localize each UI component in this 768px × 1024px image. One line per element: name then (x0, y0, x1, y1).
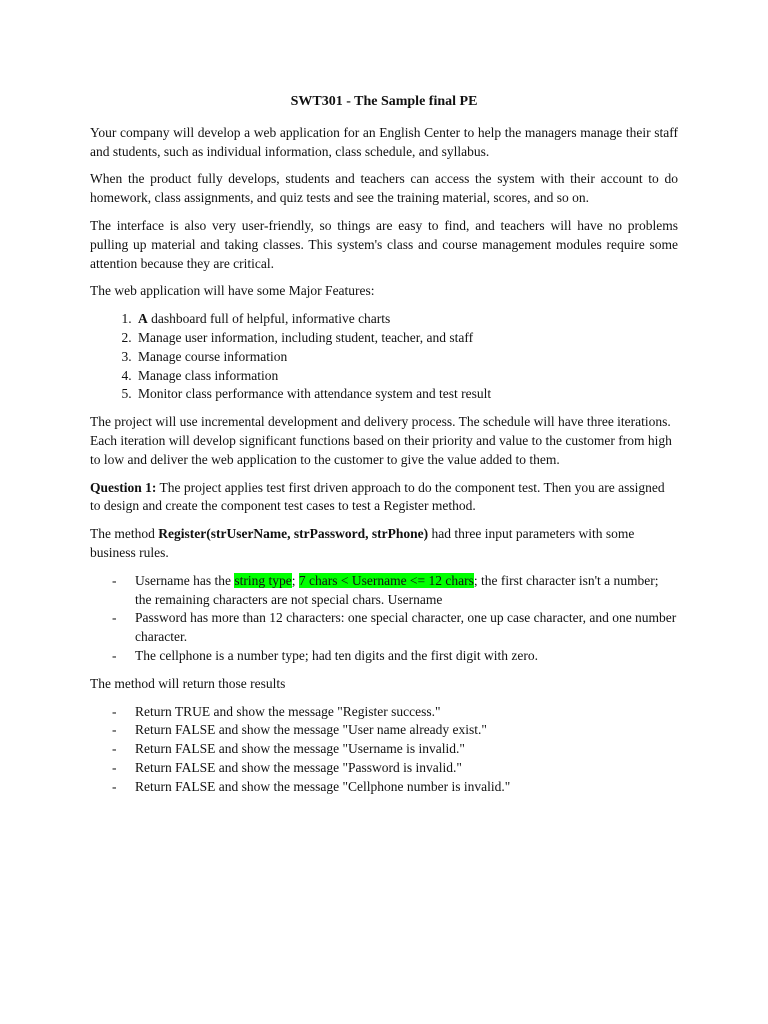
feature-text: dashboard full of helpful, informative charts (147, 311, 391, 327)
dash-bullet: - (112, 647, 117, 663)
document-body (90, 93, 678, 806)
dash-bullet: - (112, 722, 117, 738)
method-paragraph (90, 525, 678, 563)
result-item (90, 740, 678, 759)
document-title: SWT301 - The Sample final PE (290, 94, 478, 109)
features-list (90, 310, 678, 404)
rule-item-password (90, 609, 678, 647)
results-intro: The method will return those results (90, 675, 286, 691)
rules-list (90, 572, 678, 666)
feature-item (135, 329, 678, 348)
dash-bullet: - (112, 610, 117, 626)
question-text: The project applies test first driven approach to do the component test. Then you are assigned to design and create the component test cases to test a Register method. (90, 479, 665, 514)
intro-paragraph: Your company will develop a web application for an English Center to help the managers manage their staff and students, such as individual information, class schedule, and syllabus. (90, 124, 678, 159)
feature-item (135, 385, 678, 404)
result-item (90, 759, 678, 778)
question-paragraph (90, 479, 678, 517)
question-label: Question 1: (90, 479, 157, 495)
features-intro: The web application will have some Major Features: (90, 283, 375, 299)
dash-bullet: - (112, 572, 117, 588)
rule-text: The cellphone is a number type; had ten digits and the first digit with zero. (135, 647, 539, 663)
dash-bullet: - (112, 778, 117, 794)
result-text: Return TRUE and show the message "Register success." (135, 703, 441, 719)
feature-text: Manage course information (138, 348, 288, 364)
result-text: Return FALSE and show the message "User name already exist." (135, 722, 487, 738)
rule-text: Password has more than 12 characters: one special character, one up case character, and one number character. (135, 610, 677, 645)
result-text: Return FALSE and show the message "Password is invalid." (135, 759, 462, 775)
highlight-length-rule: 7 chars < Username <= 12 chars (298, 572, 474, 588)
interface-paragraph: The interface is also very user-friendly, so things are easy to find, and teachers will have no problems pulling up material and taking classes. This system's class and course management modules require some attention because they are critical. (90, 217, 678, 271)
results-list (90, 703, 678, 797)
process-paragraph: The project will use incremental development and delivery process. The schedule will have three iterations. Each iteration will develop significant functions based on their priority and value to the customer from high to low and deliver the web application to the customer to give the value added to them. (90, 414, 672, 467)
feature-item (135, 367, 678, 386)
access-paragraph: When the product fully develops, students and teachers can access the system with their account to do homework, class assignments, and quiz tests and see the training material, scores, and so on. (90, 171, 678, 206)
method-suffix: had three input parameters with some business rules. (90, 526, 635, 560)
rule-item-cellphone (90, 647, 678, 666)
dash-bullet: - (112, 741, 117, 757)
method-prefix: The method (90, 526, 159, 542)
result-item (90, 721, 678, 740)
rule-text: ; the first character isn't a number; the remaining characters are not special chars. Username (135, 572, 659, 607)
feature-bold: A (138, 311, 148, 327)
feature-item (135, 310, 678, 329)
highlight-string-type: string type (234, 572, 292, 588)
dash-bullet: - (112, 759, 117, 775)
result-item (90, 778, 678, 797)
method-signature: Register(strUserName, strPassword, strPhone) (158, 526, 429, 542)
result-item (90, 703, 678, 722)
result-text: Return FALSE and show the message "Cellphone number is invalid." (135, 778, 511, 794)
rule-item-username (90, 572, 678, 610)
rule-text: ; (291, 572, 299, 588)
feature-text: Monitor class performance with attendance system and test result (138, 386, 492, 402)
result-text: Return FALSE and show the message "Username is invalid." (135, 741, 465, 757)
feature-item (135, 348, 678, 367)
feature-text: Manage class information (138, 367, 279, 383)
feature-text: Manage user information, including student, teacher, and staff (138, 329, 474, 345)
dash-bullet: - (112, 703, 117, 719)
rule-text: Username has the (135, 572, 235, 588)
